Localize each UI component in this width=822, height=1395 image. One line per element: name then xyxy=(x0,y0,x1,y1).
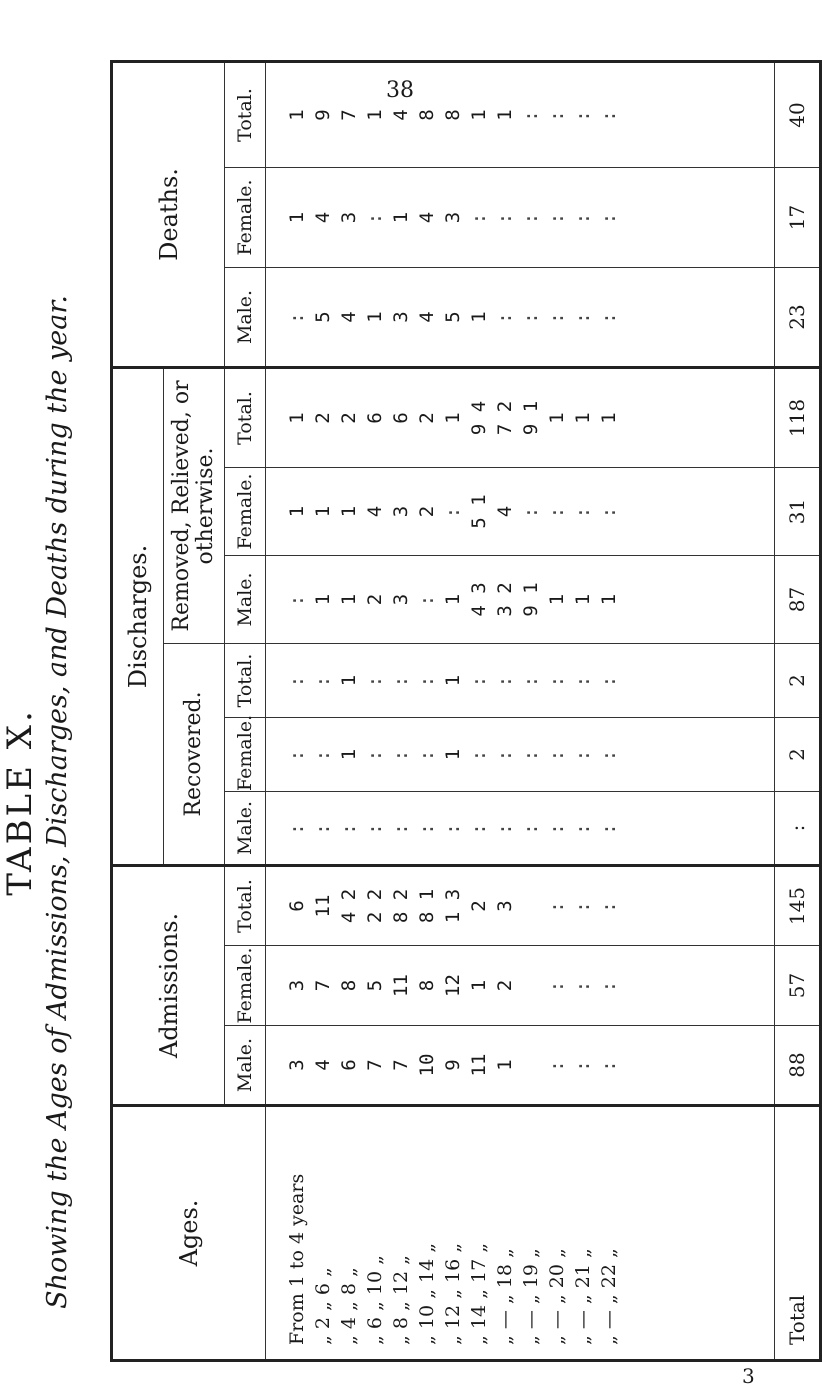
table-cell: 5 xyxy=(442,311,464,323)
table-cell: : xyxy=(494,673,516,688)
table-cell: 1 xyxy=(546,593,568,606)
table-cell: 7 xyxy=(390,1059,412,1071)
table-cell: 1 xyxy=(442,674,464,687)
table-cell: : xyxy=(390,747,412,762)
table-cell: : xyxy=(572,673,594,688)
table-title: TABLE X. xyxy=(0,708,40,896)
table-cell: 8 xyxy=(416,979,438,992)
table-cell: : xyxy=(338,821,360,835)
table-cell: 1 xyxy=(364,311,386,323)
table-cell: : xyxy=(494,210,516,225)
table-cell: 1 xyxy=(598,593,620,606)
table-cell: : xyxy=(546,310,568,324)
total-death-female: 17 xyxy=(775,167,821,267)
age-row: From 1 to 4 years xyxy=(286,1173,308,1345)
rec-total-header: Total. xyxy=(225,643,266,717)
table-cell: 11 xyxy=(390,974,412,997)
table-cell: : xyxy=(312,747,334,762)
table-cell: 1 xyxy=(286,109,308,121)
rem-total-values xyxy=(266,367,775,467)
table-cell: : xyxy=(312,821,334,835)
table-cell: : xyxy=(494,747,516,762)
table-cell: 1 xyxy=(312,505,334,518)
table-cell: : xyxy=(286,821,308,835)
death-male-header: Male. xyxy=(225,267,266,367)
table-cell: 4 3 xyxy=(468,582,490,617)
table-cell: : xyxy=(416,592,438,607)
table-cell: : xyxy=(520,747,542,762)
table-cell: : xyxy=(364,821,386,835)
table-cell: 1 xyxy=(390,211,412,224)
table-cell: 3 xyxy=(390,593,412,606)
table-cell: : xyxy=(598,673,620,688)
table-cell: 1 xyxy=(286,211,308,224)
table-cell: : xyxy=(312,673,334,688)
ages-column xyxy=(266,1106,775,1361)
table-cell: 1 xyxy=(494,1059,516,1071)
table-cell: 2 xyxy=(416,412,438,424)
table-cell: : xyxy=(546,821,568,835)
table-cell: 3 xyxy=(390,505,412,518)
table-cell: 8 2 xyxy=(390,888,412,924)
recovered-header: Recovered. xyxy=(164,643,225,865)
table-cell: 1 xyxy=(442,748,464,761)
table-cell: : xyxy=(572,747,594,762)
table-cell: 6 xyxy=(338,1059,360,1071)
table-cell: : xyxy=(598,747,620,762)
table-cell: 9 xyxy=(312,109,334,121)
death-male-values xyxy=(266,267,775,367)
rotated-page-content xyxy=(0,32,809,1362)
age-row: „ 12 „ 16 „ xyxy=(442,1242,464,1345)
table-cell: : xyxy=(520,310,542,324)
table-cell: 2 xyxy=(338,412,360,424)
table-cell: 1 xyxy=(312,593,334,606)
table-cell: 1 xyxy=(468,979,490,992)
table-cell: 6 xyxy=(390,412,412,424)
ages-table xyxy=(110,60,822,1362)
age-list xyxy=(284,1107,622,1345)
table-cell: 12 xyxy=(442,974,464,997)
total-adm-total: 145 xyxy=(775,865,821,945)
table-cell: 6 xyxy=(364,412,386,424)
adm-female-values xyxy=(266,946,775,1026)
table-cell: : xyxy=(572,978,594,993)
table-cell: : xyxy=(442,821,464,835)
table-cell: : xyxy=(520,108,542,122)
rem-female-header: Female. xyxy=(225,467,266,555)
admissions-header: Admissions. xyxy=(112,865,225,1105)
table-cell: 4 xyxy=(416,211,438,224)
table-cell: 2 xyxy=(468,900,490,912)
table-cell: 6 xyxy=(286,900,308,912)
adm-male-header: Male. xyxy=(225,1026,266,1106)
table-cell: 1 xyxy=(572,412,594,424)
table-cell: : xyxy=(598,310,620,324)
table-cell: 3 xyxy=(338,211,360,224)
table-cell: : xyxy=(468,821,490,835)
table-cell: 1 xyxy=(338,748,360,761)
table-cell: : xyxy=(286,592,308,607)
table-cell: : xyxy=(598,978,620,993)
table-cell: 1 xyxy=(572,593,594,606)
rec-male-header: Male. xyxy=(225,791,266,865)
total-rec-male: : xyxy=(775,791,821,865)
age-row: „ — „ 20 „ xyxy=(546,1248,568,1345)
table-cell: : xyxy=(520,504,542,519)
table-cell: : xyxy=(546,673,568,688)
table-cell: 10 xyxy=(416,1053,438,1077)
table-cell: : xyxy=(494,310,516,324)
table-cell: : xyxy=(416,747,438,762)
table-cell: 1 xyxy=(494,109,516,121)
table-cell: 2 xyxy=(416,505,438,518)
table-cell: 1 xyxy=(338,674,360,687)
table-cell: 1 xyxy=(598,412,620,424)
table-cell: 11 xyxy=(312,894,334,918)
adm-total-header: Total. xyxy=(225,865,266,945)
rem-female-values xyxy=(266,467,775,555)
table-cell: 1 xyxy=(442,412,464,424)
table-cell: 9 xyxy=(442,1059,464,1071)
table-cell: : xyxy=(520,210,542,225)
table-cell: 1 xyxy=(286,505,308,518)
table-cell: : xyxy=(286,747,308,762)
age-row: „ — „ 19 „ xyxy=(520,1248,542,1345)
table-cell: : xyxy=(520,821,542,835)
table-cell: 1 xyxy=(468,109,490,121)
table-cell: 3 xyxy=(286,979,308,992)
total-label: Total xyxy=(775,1106,821,1361)
age-row: „ — „ 18 „ xyxy=(494,1248,516,1345)
table-cell: 3 xyxy=(442,211,464,224)
table-cell: 3 xyxy=(390,311,412,323)
total-adm-female: 57 xyxy=(775,946,821,1026)
table-cell xyxy=(518,1026,544,1104)
table-cell: 2 xyxy=(364,593,386,606)
table-cell: : xyxy=(286,673,308,688)
table-cell: : xyxy=(416,821,438,835)
table-cell: : xyxy=(468,747,490,762)
total-rem-total: 118 xyxy=(775,367,821,467)
table-cell: : xyxy=(364,673,386,688)
table-cell: : xyxy=(598,108,620,122)
deaths-header: Deaths. xyxy=(112,61,225,367)
table-cell: 11 xyxy=(468,1053,490,1077)
table-subtitle: Showing the Ages of Admissions, Discharges, and Deaths during the year. xyxy=(42,295,73,1309)
table-cell: 4 2 xyxy=(338,888,360,924)
table-cell: 9 1 xyxy=(520,400,542,436)
table-cell: : xyxy=(364,747,386,762)
page-number: 38 xyxy=(386,78,414,103)
rec-female-header: Female. xyxy=(225,717,266,791)
total-death-male: 23 xyxy=(775,267,821,367)
table-cell: 9 1 xyxy=(520,582,542,617)
table-cell: 1 xyxy=(442,593,464,606)
rem-total-header: Total. xyxy=(225,367,266,467)
table-cell: 4 xyxy=(364,505,386,518)
table-cell: 4 xyxy=(312,1059,334,1071)
table-cell: 3 xyxy=(286,1059,308,1071)
table-cell: 3 xyxy=(494,900,516,912)
total-rem-female: 31 xyxy=(775,467,821,555)
discharges-header: Discharges. xyxy=(112,367,164,865)
table-cell: : xyxy=(572,821,594,835)
table-cell: 2 2 xyxy=(364,888,386,924)
table-cell: : xyxy=(520,673,542,688)
table-cell: 8 1 xyxy=(416,888,438,924)
death-female-header: Female. xyxy=(225,167,266,267)
table-cell: 5 xyxy=(364,979,386,992)
table-cell: : xyxy=(546,210,568,225)
table-cell: 8 xyxy=(338,979,360,992)
table-cell: : xyxy=(546,978,568,993)
table-cell: 2 xyxy=(312,412,334,424)
adm-female-header: Female. xyxy=(225,946,266,1026)
table-cell: 7 xyxy=(312,979,334,992)
age-row: „ 2 „ 6 „ xyxy=(312,1267,334,1345)
table-cell: : xyxy=(390,673,412,688)
table-cell: : xyxy=(598,1058,620,1072)
table-cell: : xyxy=(468,673,490,688)
table-cell: 8 xyxy=(442,109,464,121)
table-cell: : xyxy=(598,504,620,519)
table-cell: : xyxy=(390,821,412,835)
table-cell: 9 4 xyxy=(468,400,490,436)
rem-male-header: Male. xyxy=(225,555,266,643)
table-cell: 1 3 xyxy=(442,888,464,924)
table-cell: 2 xyxy=(494,979,516,992)
table-cell: : xyxy=(286,310,308,324)
total-death-total: 40 xyxy=(775,61,821,167)
table-cell: 7 xyxy=(338,109,360,121)
table-cell: 5 1 xyxy=(468,494,490,529)
age-row: „ — „ 22 „ xyxy=(598,1248,620,1345)
table-cell xyxy=(518,867,544,945)
table-cell: 4 xyxy=(416,311,438,323)
table-cell: 8 xyxy=(416,109,438,121)
table-cell: : xyxy=(442,504,464,519)
table-cell: 1 xyxy=(338,593,360,606)
table-cell: 7 2 xyxy=(494,400,516,436)
table-cell: : xyxy=(416,673,438,688)
table-cell: 4 xyxy=(338,311,360,323)
death-total-values xyxy=(266,61,775,167)
total-rec-female: 2 xyxy=(775,717,821,791)
table-cell: : xyxy=(572,108,594,122)
table-cell: 1 xyxy=(338,505,360,518)
table-cell: : xyxy=(546,504,568,519)
table-cell: 4 xyxy=(494,505,516,518)
age-row: „ 8 „ 12 „ xyxy=(390,1255,412,1345)
table-cell: : xyxy=(598,899,620,913)
table-cell: 3 2 xyxy=(494,582,516,617)
total-adm-male: 88 xyxy=(775,1026,821,1106)
table-cell: : xyxy=(546,108,568,122)
table-cell: 4 xyxy=(312,211,334,224)
table-cell: : xyxy=(546,1058,568,1072)
table-cell: : xyxy=(572,1058,594,1072)
rec-female-values xyxy=(266,717,775,791)
table-cell: 4 xyxy=(390,109,412,121)
table-cell: : xyxy=(546,747,568,762)
death-total-header: Total. xyxy=(225,61,266,167)
total-rem-male: 87 xyxy=(775,555,821,643)
age-row: „ 10 „ 14 „ xyxy=(416,1242,438,1345)
rec-total-values xyxy=(266,643,775,717)
age-row: „ 4 „ 8 „ xyxy=(338,1267,360,1345)
table-cell: : xyxy=(572,310,594,324)
adm-male-values xyxy=(266,1026,775,1106)
table-cell: : xyxy=(572,899,594,913)
rec-male-values xyxy=(266,791,775,865)
adm-total-values xyxy=(266,865,775,945)
total-rec-total: 2 xyxy=(775,643,821,717)
table-cell: 1 xyxy=(364,109,386,121)
table-cell: : xyxy=(364,210,386,225)
table-cell: 1 xyxy=(546,412,568,424)
age-row: „ 14 „ 17 „ xyxy=(468,1242,490,1345)
table-cell: : xyxy=(546,899,568,913)
table-cell: : xyxy=(468,210,490,225)
table-cell: 1 xyxy=(286,412,308,424)
table-cell: 1 xyxy=(468,311,490,323)
death-female-values xyxy=(266,167,775,267)
table-cell: 5 xyxy=(312,311,334,323)
age-row: „ — „ 21 „ xyxy=(572,1248,594,1345)
removed-header: Removed, Relieved, or otherwise. xyxy=(164,367,225,643)
footer-mark: 3 xyxy=(742,1364,755,1388)
table-cell: : xyxy=(494,821,516,835)
table-cell: : xyxy=(572,210,594,225)
age-row: „ 6 „ 10 „ xyxy=(364,1255,386,1345)
table-cell: : xyxy=(572,504,594,519)
table-cell: : xyxy=(598,210,620,225)
rem-male-values xyxy=(266,555,775,643)
ages-header: Ages. xyxy=(112,1106,266,1361)
table-cell: 7 xyxy=(364,1059,386,1071)
table-cell xyxy=(518,946,544,1025)
table-cell: : xyxy=(598,821,620,835)
